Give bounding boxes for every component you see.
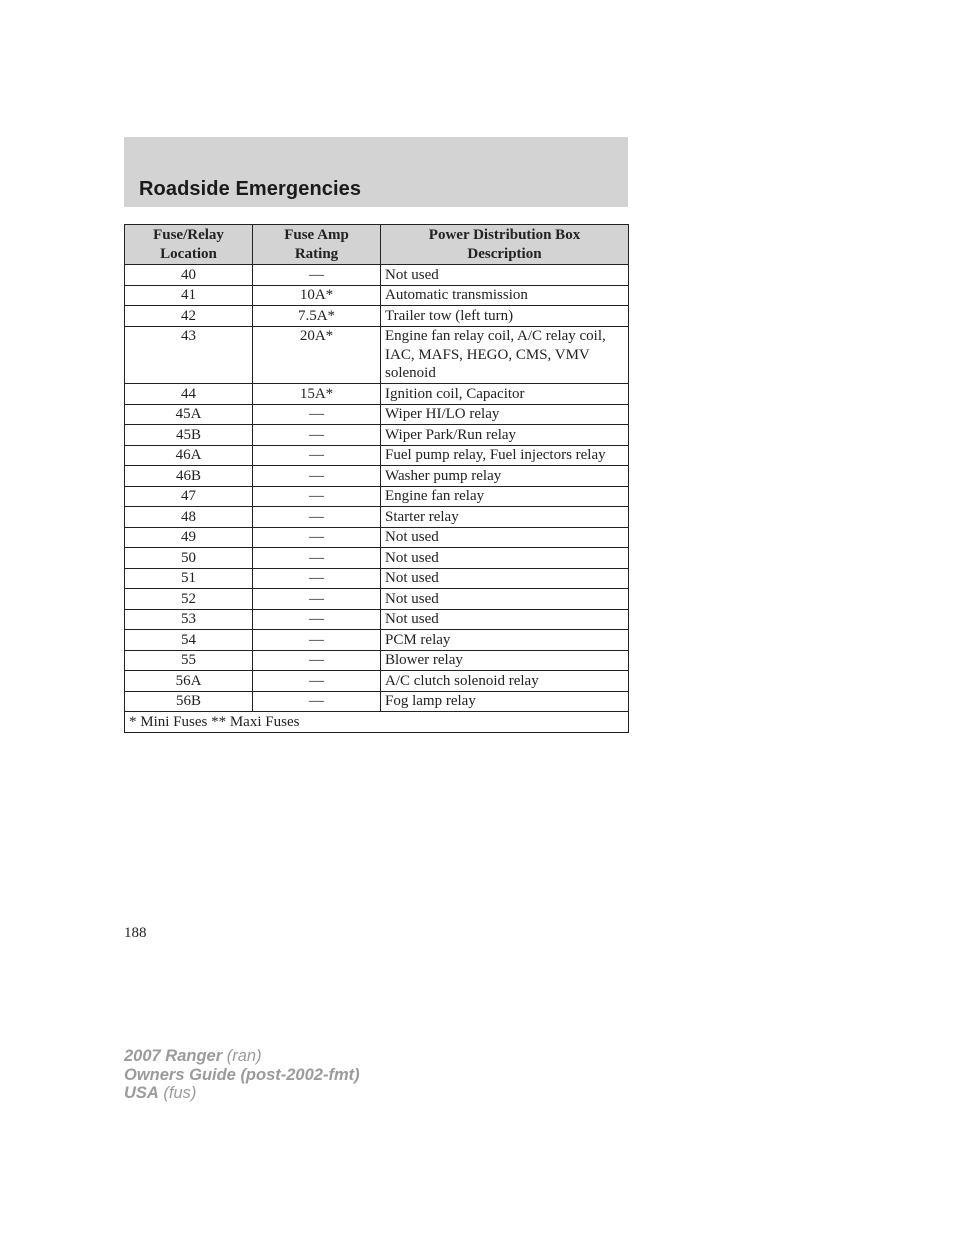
cell-amp-rating: — xyxy=(253,466,381,487)
table-row xyxy=(125,507,629,528)
cell-description: Automatic transmission xyxy=(381,285,629,306)
cell-amp-rating: 7.5A* xyxy=(253,306,381,327)
table-row xyxy=(125,466,629,487)
footer-line-3: USA (fus) xyxy=(124,1084,197,1102)
table-footnote: * Mini Fuses ** Maxi Fuses xyxy=(125,712,629,733)
cell-location: 45A xyxy=(125,404,253,425)
cell-location: 47 xyxy=(125,486,253,507)
cell-amp-rating: — xyxy=(253,568,381,589)
cell-amp-rating: — xyxy=(253,609,381,630)
cell-amp-rating: — xyxy=(253,486,381,507)
cell-location: 44 xyxy=(125,384,253,405)
cell-description: Not used xyxy=(381,568,629,589)
cell-location: 56A xyxy=(125,671,253,692)
page-number: 188 xyxy=(124,925,147,941)
section-title: Roadside Emergencies xyxy=(139,178,362,200)
cell-amp-rating: — xyxy=(253,630,381,651)
cell-amp-rating: — xyxy=(253,548,381,569)
section-header xyxy=(124,137,628,207)
footnote-row xyxy=(125,712,629,733)
cell-description: Wiper HI/LO relay xyxy=(381,404,629,425)
cell-location: 41 xyxy=(125,285,253,306)
cell-description: PCM relay xyxy=(381,630,629,651)
cell-amp-rating: — xyxy=(253,265,381,286)
cell-location: 42 xyxy=(125,306,253,327)
cell-location: 53 xyxy=(125,609,253,630)
cell-amp-rating: — xyxy=(253,671,381,692)
cell-amp-rating: — xyxy=(253,691,381,712)
cell-description: Not used xyxy=(381,589,629,610)
cell-amp-rating: 10A* xyxy=(253,285,381,306)
cell-description: A/C clutch solenoid relay xyxy=(381,671,629,692)
table-row xyxy=(125,548,629,569)
table-row xyxy=(125,527,629,548)
cell-location: 56B xyxy=(125,691,253,712)
column-header-description: Power Distribution Box Description xyxy=(381,225,629,265)
cell-location: 50 xyxy=(125,548,253,569)
cell-description: Engine fan relay xyxy=(381,486,629,507)
table-row xyxy=(125,306,629,327)
cell-description: Engine fan relay coil, A/C relay coil, IAC, MAFS, HEGO, CMS, VMV solenoid xyxy=(381,326,629,384)
table-row xyxy=(125,285,629,306)
cell-description: Wiper Park/Run relay xyxy=(381,425,629,446)
cell-description: Blower relay xyxy=(381,650,629,671)
table-row xyxy=(125,486,629,507)
cell-location: 46A xyxy=(125,445,253,466)
cell-location: 52 xyxy=(125,589,253,610)
cell-location: 43 xyxy=(125,326,253,384)
column-header-amp-rating: Fuse Amp Rating xyxy=(253,225,381,265)
cell-location: 49 xyxy=(125,527,253,548)
cell-amp-rating: — xyxy=(253,589,381,610)
cell-description: Not used xyxy=(381,609,629,630)
table-row xyxy=(125,650,629,671)
table-row xyxy=(125,671,629,692)
cell-amp-rating: 20A* xyxy=(253,326,381,384)
column-header-location: Fuse/Relay Location xyxy=(125,225,253,265)
table-header-row xyxy=(125,225,629,265)
cell-location: 48 xyxy=(125,507,253,528)
cell-description: Not used xyxy=(381,527,629,548)
cell-description: Not used xyxy=(381,265,629,286)
cell-amp-rating: — xyxy=(253,527,381,548)
footer-line-2: Owners Guide (post-2002-fmt) xyxy=(124,1065,360,1084)
table-row xyxy=(125,326,629,384)
document-footer xyxy=(124,1047,360,1103)
cell-description: Starter relay xyxy=(381,507,629,528)
cell-amp-rating: — xyxy=(253,507,381,528)
cell-amp-rating: — xyxy=(253,445,381,466)
table-row xyxy=(125,589,629,610)
table-row xyxy=(125,691,629,712)
table-row xyxy=(125,445,629,466)
cell-description: Ignition coil, Capacitor xyxy=(381,384,629,405)
cell-location: 55 xyxy=(125,650,253,671)
cell-location: 54 xyxy=(125,630,253,651)
cell-description: Fuel pump relay, Fuel injectors relay xyxy=(381,445,629,466)
table-body xyxy=(125,265,629,712)
table-row xyxy=(125,425,629,446)
fuse-table xyxy=(124,224,629,733)
cell-description: Washer pump relay xyxy=(381,466,629,487)
cell-description: Not used xyxy=(381,548,629,569)
table-row xyxy=(125,568,629,589)
table-row xyxy=(125,265,629,286)
cell-description: Fog lamp relay xyxy=(381,691,629,712)
table-row xyxy=(125,384,629,405)
table-row xyxy=(125,609,629,630)
cell-location: 51 xyxy=(125,568,253,589)
footer-line-1: 2007 Ranger (ran) xyxy=(124,1047,262,1065)
cell-location: 45B xyxy=(125,425,253,446)
table-row xyxy=(125,404,629,425)
cell-amp-rating: — xyxy=(253,404,381,425)
cell-location: 46B xyxy=(125,466,253,487)
cell-description: Trailer tow (left turn) xyxy=(381,306,629,327)
cell-amp-rating: — xyxy=(253,650,381,671)
cell-amp-rating: 15A* xyxy=(253,384,381,405)
cell-location: 40 xyxy=(125,265,253,286)
table-row xyxy=(125,630,629,651)
cell-amp-rating: — xyxy=(253,425,381,446)
